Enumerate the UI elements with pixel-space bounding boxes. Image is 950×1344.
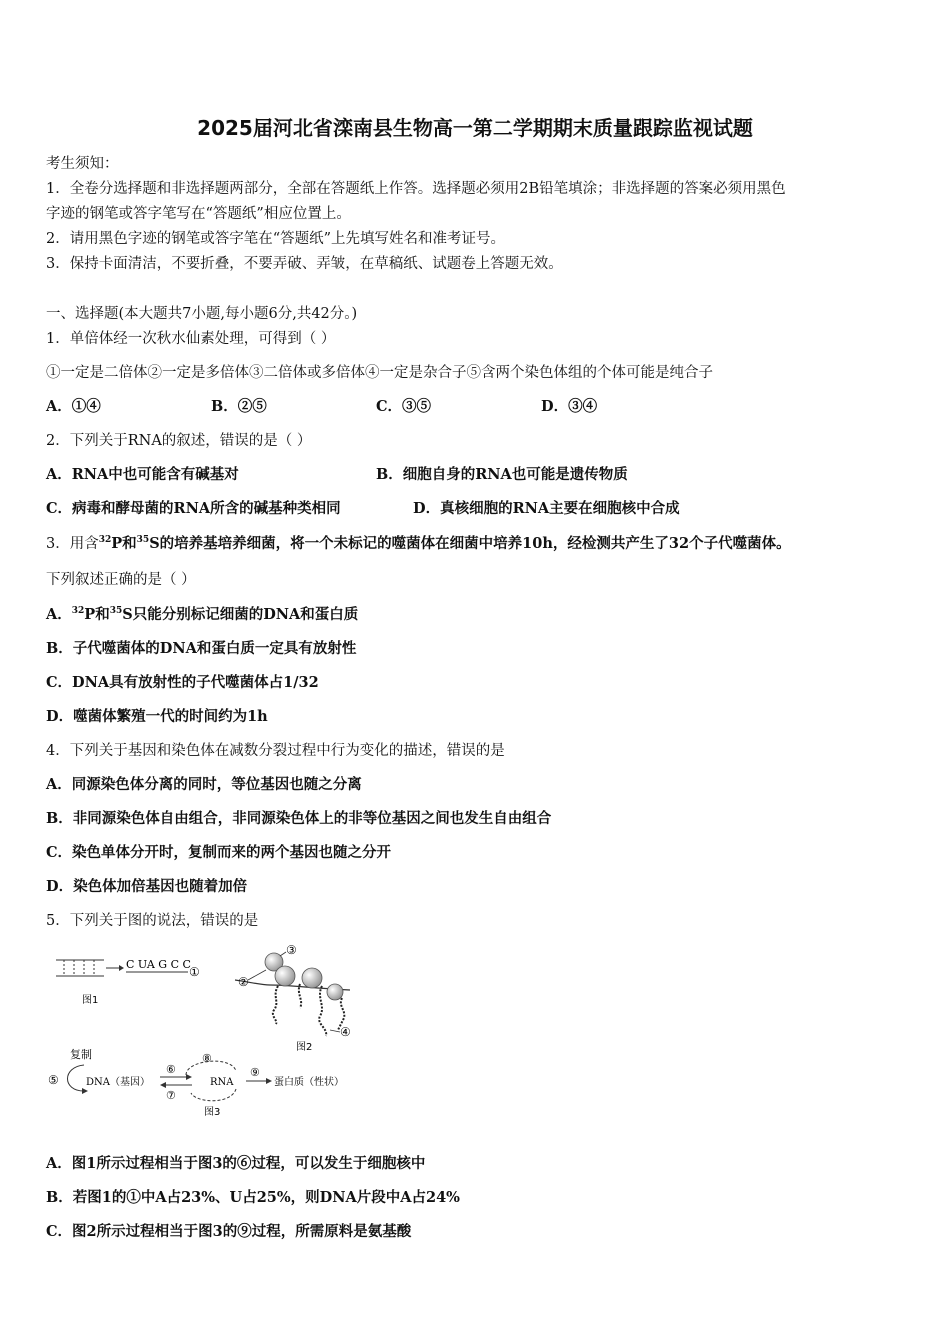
notice-item: 1．全卷分选择题和非选择题两部分，全部在答题纸上作答。选择题必须用2B铅笔填涂；非选择题的答案必须用黑色 [46, 181, 786, 197]
fig2-mark-4: ④ [340, 1025, 351, 1039]
notice-item: 3．保持卡面清洁，不要折叠，不要弄破、弄皱，在草稿纸、试题卷上答题无效。 [46, 256, 563, 272]
question-3-option-d: D．噬菌体繁殖一代的时间约为1h [46, 708, 268, 725]
figure-3 [46, 1045, 366, 1120]
q3-a-sup-2: 35 [109, 606, 123, 617]
question-1-option-c: C．③⑤ [376, 398, 432, 415]
question-1-stem: 1．单倍体经一次秋水仙素处理，可得到（ ） [46, 331, 336, 347]
question-4-option-c: C．染色单体分开时，复制而来的两个基因也随之分开 [46, 844, 392, 861]
question-2-stem: 2．下列关于RNA的叙述，错误的是（ ） [46, 433, 312, 449]
fig2-mark-2: ② [238, 975, 249, 989]
question-1-option-d: D．③④ [541, 398, 598, 415]
question-4-option-d: D．染色体加倍基因也随着加倍 [46, 878, 248, 895]
question-2-option-a: A．RNA中也可能含有碱基对 [46, 466, 239, 483]
fig3-protein: 蛋白质（性状） [274, 1077, 344, 1088]
fig2-mark-3: ③ [286, 943, 297, 957]
q3-stem-prefix: 3．用含 [46, 536, 99, 552]
fig1-mark: ① [189, 965, 200, 979]
question-1-option-a: A．①④ [46, 398, 101, 415]
question-1-statements: ①一定是二倍体②一定是多倍体③二倍体或多倍体④一定是杂合子⑤含两个染色体组的个体可能是纯合子 [46, 365, 713, 381]
fig3-label: 图3 [204, 1107, 221, 1118]
q3-a-sup-1: 32 [71, 606, 85, 617]
notice-header: 考生须知： [46, 156, 119, 172]
fig3-five: ⑤ [48, 1073, 59, 1087]
fig3-nine: ⑨ [250, 1066, 260, 1079]
q3-sup-2: 35 [136, 535, 150, 546]
question-3-stem [46, 532, 791, 553]
notice-item: 2．请用黑色字迹的钢笔或答字笔在“答题纸”上先填写姓名和准考证号。 [46, 231, 506, 247]
notice-item: 字迹的钢笔或答字笔写在“答题纸”相应位置上。 [46, 206, 351, 222]
question-5-option-a: A．图1所示过程相当于图3的⑥过程，可以发生于细胞核中 [46, 1155, 426, 1172]
page-title: 2025届河北省滦南县生物高一第二学期期末质量跟踪监视试题 [197, 116, 753, 140]
fig3-six: ⑥ [166, 1063, 176, 1076]
question-3-stem-2: 下列叙述正确的是（ ） [46, 572, 196, 588]
q3-sup-1: 32 [98, 535, 112, 546]
fig3-rna: RNA [210, 1077, 234, 1088]
q3-stem-suffix: S的培养基培养细菌，将一个未标记的噬菌体在细菌中培养10h，经检测共产生了32个子代噬菌体。 [149, 535, 791, 552]
fig1-label: 图1 [82, 995, 99, 1006]
question-3-option-c: C．DNA具有放射性的子代噬菌体占1/32 [46, 674, 319, 691]
fig3-eight: ⑧ [202, 1052, 212, 1065]
question-3-option-b: B．子代噬菌体的DNA和蛋白质一定具有放射性 [46, 640, 357, 657]
figure-1 [46, 948, 216, 1013]
q3-a-mid: P和 [84, 606, 110, 623]
q3-mid-1: P和 [111, 535, 137, 552]
fig3-seven: ⑦ [166, 1089, 176, 1102]
question-2-option-b: B．细胞自身的RNA也可能是遗传物质 [376, 466, 628, 483]
question-4-stem: 4．下列关于基因和染色体在减数分裂过程中行为变化的描述，错误的是 [46, 743, 505, 759]
question-4-option-b: B．非同源染色体自由组合，非同源染色体上的非等位基因之间也发生自由组合 [46, 810, 552, 827]
q3-a-prefix: A． [46, 606, 72, 623]
figure-2 [230, 940, 370, 1055]
question-3-option-a [46, 603, 358, 624]
question-4-option-a: A．同源染色体分离的同时，等位基因也随之分离 [46, 776, 362, 793]
fig3-copy: 复制 [70, 1048, 92, 1061]
fig1-sequence: C UA G C C [126, 958, 191, 971]
question-5-option-c: C．图2所示过程相当于图3的⑨过程，所需原料是氨基酸 [46, 1223, 412, 1240]
q3-a-suffix: S只能分别标记细菌的DNA和蛋白质 [122, 606, 359, 623]
fig2-label: 图2 [296, 1042, 313, 1053]
section-heading: 一、选择题(本大题共7小题,每小题6分,共42分。) [46, 306, 358, 322]
question-5-option-b: B．若图1的①中A占23%、U占25%，则DNA片段中A占24% [46, 1189, 460, 1206]
fig3-dna: DNA（基因） [86, 1077, 150, 1088]
question-2-option-c: C．病毒和酵母菌的RNA所含的碱基种类相同 [46, 500, 341, 517]
question-1-option-b: B．②⑤ [211, 398, 267, 415]
question-2-option-d: D．真核细胞的RNA主要在细胞核中合成 [413, 500, 680, 517]
question-5-stem: 5．下列关于图的说法，错误的是 [46, 913, 259, 929]
